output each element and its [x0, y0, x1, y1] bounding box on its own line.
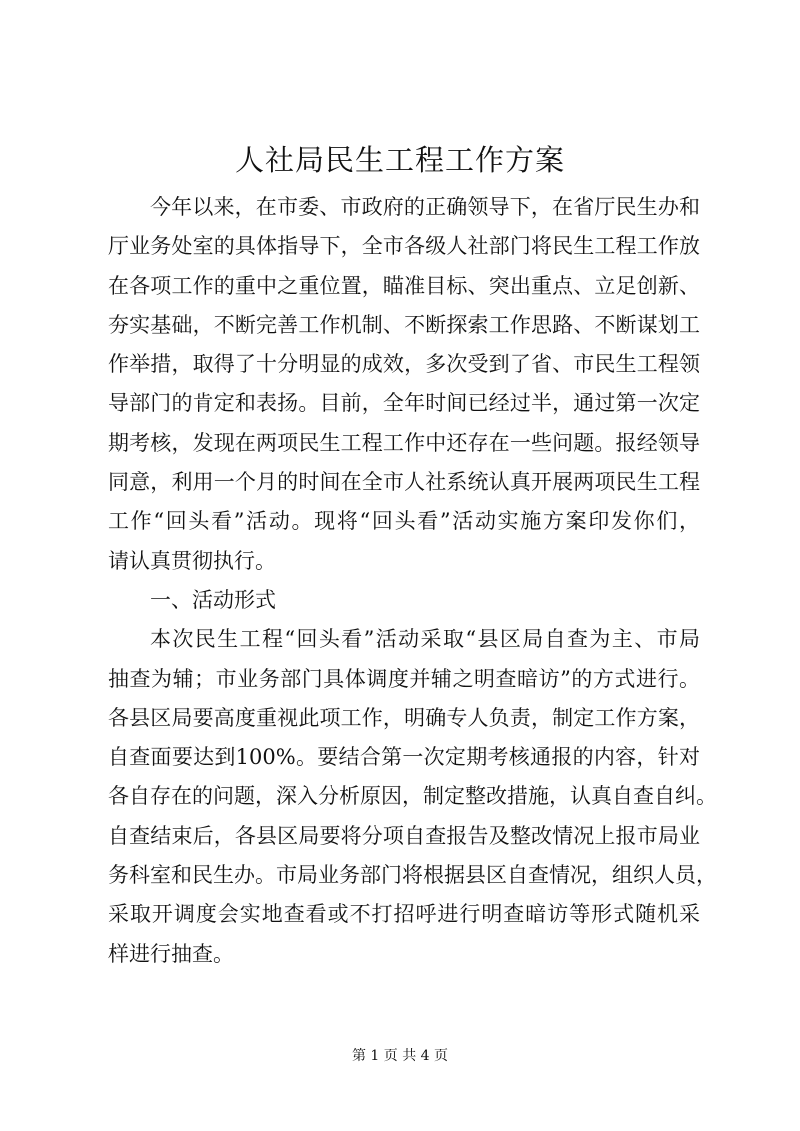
- paragraph-1-line-9: 工作“回头看”活动。现将“回头看”活动实施方案印发你们，: [108, 509, 700, 534]
- paragraph-2-line-9: 样进行抽查。: [108, 941, 234, 966]
- paragraph-2-line-8: 采取开调度会实地查看或不打招呼进行明查暗访等形式随机采: [108, 902, 700, 927]
- paragraph-2-line-3: 各县区局要高度重视此项工作，明确专人负责，制定工作方案，: [108, 705, 700, 730]
- page-footer: 第 1 页 共 4 页: [351, 1048, 449, 1064]
- paragraph-1-line-10: 请认真贯彻执行。: [108, 548, 276, 573]
- paragraph-2-line-6: 自查结束后，各县区局要将分项自查报告及整改情况上报市局业: [108, 823, 700, 848]
- paragraph-1-line-1: 今年以来，在市委、市政府的正确领导下，在省厅民生办和: [150, 195, 700, 219]
- paragraph-1-line-4: 夯实基础，不断完善工作机制、不断探索工作思路、不断谋划工: [108, 312, 700, 337]
- paragraph-2-line-4: 自查面要达到100%。要结合第一次定期考核通报的内容，针对: [108, 745, 700, 770]
- paragraph-1-line-2: 厅业务处室的具体指导下，全市各级人社部门将民生工程工作放: [108, 234, 700, 259]
- paragraph-1-line-6: 导部门的肯定和表扬。目前，全年时间已经过半，通过第一次定: [108, 391, 700, 416]
- paragraph-1-line-7: 期考核，发现在两项民生工程工作中还存在一些问题。报经领导: [108, 430, 700, 455]
- paragraph-1-line-8: 同意，利用一个月的时间在全市人社系统认真开展两项民生工程: [108, 470, 700, 495]
- paragraph-1-line-5: 作举措，取得了十分明显的成效，多次受到了省、市民生工程领: [108, 352, 700, 377]
- document-title: 人社局民生工程工作方案: [234, 143, 565, 177]
- paragraph-2-line-1: 本次民生工程“回头看”活动采取“县区局自查为主、市局: [150, 627, 700, 652]
- paragraph-2-line-7: 务科室和民生办。市局业务部门将根据县区自查情况，组织人员，: [108, 863, 717, 888]
- document-body: [108, 188, 717, 974]
- paragraph-2-line-2: 抽查为辅；市业务部门具体调度并辅之明查暗访”的方式进行。: [108, 666, 700, 691]
- section-heading: 一、活动形式: [150, 587, 276, 612]
- paragraph-1-line-3: 在各项工作的重中之重位置，瞄准目标、突出重点、立足创新、: [108, 273, 700, 298]
- paragraph-2-line-5: 各自存在的问题，深入分析原因，制定整改措施，认真自查自纠。: [108, 784, 717, 809]
